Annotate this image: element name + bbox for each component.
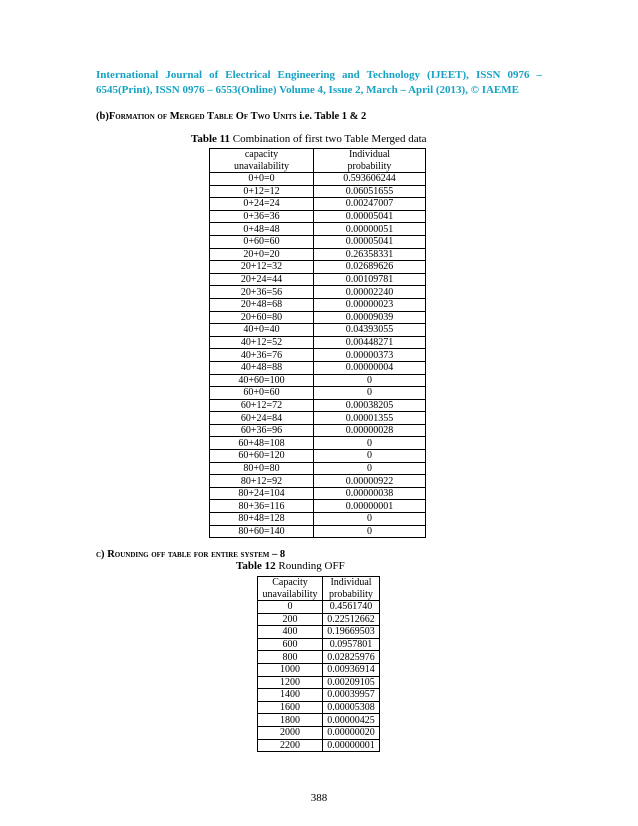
header-probability — [314, 149, 426, 173]
probability-cell: 0.00000051 — [314, 223, 426, 236]
probability-cell: 0.00000023 — [314, 298, 426, 311]
table-row — [210, 286, 426, 299]
table-row — [210, 387, 426, 400]
table-row — [258, 613, 380, 626]
table-row — [210, 487, 426, 500]
section-b-title: Formation of Merged Table Of Two Units — [108, 111, 297, 122]
section-b-heading — [96, 111, 366, 122]
section-c-suffix: – 8 — [269, 549, 286, 560]
capacity-cell: 1000 — [258, 663, 323, 676]
table-row — [210, 475, 426, 488]
table-row — [258, 701, 380, 714]
probability-cell: 0.02689626 — [314, 261, 426, 274]
capacity-cell: 20+24=44 — [210, 273, 314, 286]
table-row — [210, 324, 426, 337]
capacity-cell: 0+24=24 — [210, 198, 314, 211]
table-row — [210, 185, 426, 198]
table-row — [210, 412, 426, 425]
probability-cell: 0.00038205 — [314, 399, 426, 412]
table-row — [210, 298, 426, 311]
table-row — [258, 676, 380, 689]
probability-cell: 0.00005041 — [314, 235, 426, 248]
table-11-body — [210, 149, 426, 538]
capacity-cell: 80+36=116 — [210, 500, 314, 513]
probability-cell: 0 — [314, 450, 426, 463]
probability-cell: 0.00000001 — [323, 739, 380, 752]
capacity-cell: 0+12=12 — [210, 185, 314, 198]
capacity-cell: 60+24=84 — [210, 412, 314, 425]
capacity-cell: 200 — [258, 613, 323, 626]
probability-cell: 0.02825976 — [323, 651, 380, 664]
table-row — [210, 223, 426, 236]
section-c-title: Rounding off table for entire system — [107, 549, 270, 560]
probability-cell: 0.00000001 — [314, 500, 426, 513]
table-row — [210, 336, 426, 349]
probability-cell: 0.00002240 — [314, 286, 426, 299]
table-row — [210, 437, 426, 450]
table-row — [210, 424, 426, 437]
capacity-cell: 1600 — [258, 701, 323, 714]
probability-cell: 0.00000038 — [314, 487, 426, 500]
table-row — [210, 513, 426, 526]
section-b-prefix: (b) — [96, 111, 109, 122]
capacity-cell: 1200 — [258, 676, 323, 689]
table-row — [210, 210, 426, 223]
table-12-body — [258, 577, 380, 752]
probability-cell: 0.19669503 — [323, 626, 380, 639]
capacity-cell: 800 — [258, 651, 323, 664]
header-line: capacity — [244, 149, 279, 160]
capacity-cell: 0+0=0 — [210, 173, 314, 186]
table-row — [210, 198, 426, 211]
probability-cell: 0.00005041 — [314, 210, 426, 223]
section-b-suffix: i.e. Table 1 & 2 — [296, 111, 367, 122]
table-12-caption — [236, 560, 345, 572]
header-line: unavailability — [262, 588, 318, 600]
probability-cell: 0 — [314, 525, 426, 538]
table-row — [210, 273, 426, 286]
header-line: Capacity — [272, 577, 308, 588]
probability-cell: 0.00247007 — [314, 198, 426, 211]
table-row — [258, 739, 380, 752]
header-capacity — [210, 149, 314, 173]
header-line: probability — [329, 588, 373, 600]
capacity-cell: 80+24=104 — [210, 487, 314, 500]
probability-cell: 0.00039957 — [323, 689, 380, 702]
table-11-caption — [191, 133, 427, 145]
probability-cell: 0.00001355 — [314, 412, 426, 425]
table-11-label: Table 11 — [191, 133, 231, 145]
probability-cell: 0.00209105 — [323, 676, 380, 689]
capacity-cell: 0+36=36 — [210, 210, 314, 223]
header-line: Individual — [348, 149, 391, 160]
probability-cell: 0 — [314, 374, 426, 387]
table-12-title: Rounding OFF — [275, 560, 345, 572]
table-row — [210, 450, 426, 463]
capacity-cell: 600 — [258, 638, 323, 651]
capacity-cell: 80+48=128 — [210, 513, 314, 526]
capacity-cell: 20+36=56 — [210, 286, 314, 299]
probability-cell: 0.00009039 — [314, 311, 426, 324]
capacity-cell: 60+48=108 — [210, 437, 314, 450]
capacity-cell: 80+0=80 — [210, 462, 314, 475]
table-row — [258, 651, 380, 664]
capacity-cell: 80+12=92 — [210, 475, 314, 488]
probability-cell: 0 — [314, 387, 426, 400]
capacity-cell: 2200 — [258, 739, 323, 752]
capacity-cell: 60+36=96 — [210, 424, 314, 437]
header-line: unavailability — [234, 160, 289, 172]
table-row — [210, 349, 426, 362]
capacity-cell: 0+60=60 — [210, 235, 314, 248]
table-row — [258, 714, 380, 727]
probability-cell: 0.0957801 — [323, 638, 380, 651]
table-row — [210, 500, 426, 513]
section-c-prefix: c) — [96, 549, 108, 560]
capacity-cell: 20+48=68 — [210, 298, 314, 311]
table-11-title: Combination of first two Table Merged data — [230, 133, 427, 145]
capacity-cell: 40+36=76 — [210, 349, 314, 362]
page-number: 388 — [310, 792, 328, 804]
capacity-cell: 40+60=100 — [210, 374, 314, 387]
table-row — [258, 638, 380, 651]
capacity-cell: 60+0=60 — [210, 387, 314, 400]
probability-cell: 0.00000020 — [323, 726, 380, 739]
capacity-cell: 40+48=88 — [210, 361, 314, 374]
probability-cell: 0.593606244 — [314, 173, 426, 186]
capacity-cell: 60+12=72 — [210, 399, 314, 412]
table-row — [210, 399, 426, 412]
probability-cell: 0 — [314, 437, 426, 450]
table-row — [210, 462, 426, 475]
table-row — [210, 261, 426, 274]
capacity-cell: 20+12=32 — [210, 261, 314, 274]
table-row — [210, 525, 426, 538]
probability-cell: 0.26358331 — [314, 248, 426, 261]
capacity-cell: 40+0=40 — [210, 324, 314, 337]
capacity-cell: 1800 — [258, 714, 323, 727]
probability-cell: 0.00000028 — [314, 424, 426, 437]
capacity-cell: 40+12=52 — [210, 336, 314, 349]
probability-cell: 0.22512662 — [323, 613, 380, 626]
journal-header: International Journal of Electrical Engineering and Technology (IJEET), ISSN 0976 – 6545(Print), ISSN 0976 – 6553(Online) Volume 4, Issue 2, March – April (2013), © IAEME — [96, 69, 542, 96]
probability-cell: 0 — [314, 462, 426, 475]
table-row — [258, 663, 380, 676]
header-line: probability — [347, 160, 392, 172]
table-11 — [209, 148, 426, 538]
probability-cell: 0 — [314, 513, 426, 526]
table-row — [258, 626, 380, 639]
table-row — [210, 361, 426, 374]
probability-cell: 0.00936914 — [323, 663, 380, 676]
table-row — [210, 173, 426, 186]
table-row — [210, 311, 426, 324]
capacity-cell: 2000 — [258, 726, 323, 739]
table-12 — [257, 576, 380, 752]
capacity-cell: 0+48=48 — [210, 223, 314, 236]
probability-cell: 0.00005308 — [323, 701, 380, 714]
header-line: Individual — [330, 577, 372, 588]
probability-cell: 0.4561740 — [323, 601, 380, 614]
table-row — [210, 374, 426, 387]
probability-cell: 0.00000425 — [323, 714, 380, 727]
probability-cell: 0.00448271 — [314, 336, 426, 349]
table-row — [258, 726, 380, 739]
table-header-row — [258, 577, 380, 601]
table-row — [258, 601, 380, 614]
capacity-cell: 20+0=20 — [210, 248, 314, 261]
capacity-cell: 20+60=80 — [210, 311, 314, 324]
probability-cell: 0.00000373 — [314, 349, 426, 362]
probability-cell: 0.04393055 — [314, 324, 426, 337]
capacity-cell: 400 — [258, 626, 323, 639]
table-row — [210, 235, 426, 248]
capacity-cell: 60+60=120 — [210, 450, 314, 463]
table-row — [258, 689, 380, 702]
table-12-label: Table 12 — [236, 560, 276, 572]
capacity-cell: 1400 — [258, 689, 323, 702]
probability-cell: 0.06051655 — [314, 185, 426, 198]
section-c-heading — [96, 549, 285, 560]
header-probability — [323, 577, 380, 601]
table-row — [210, 248, 426, 261]
capacity-cell: 0 — [258, 601, 323, 614]
probability-cell: 0.00000004 — [314, 361, 426, 374]
table-header-row — [210, 149, 426, 173]
probability-cell: 0.00109781 — [314, 273, 426, 286]
header-capacity — [258, 577, 323, 601]
probability-cell: 0.00000922 — [314, 475, 426, 488]
capacity-cell: 80+60=140 — [210, 525, 314, 538]
